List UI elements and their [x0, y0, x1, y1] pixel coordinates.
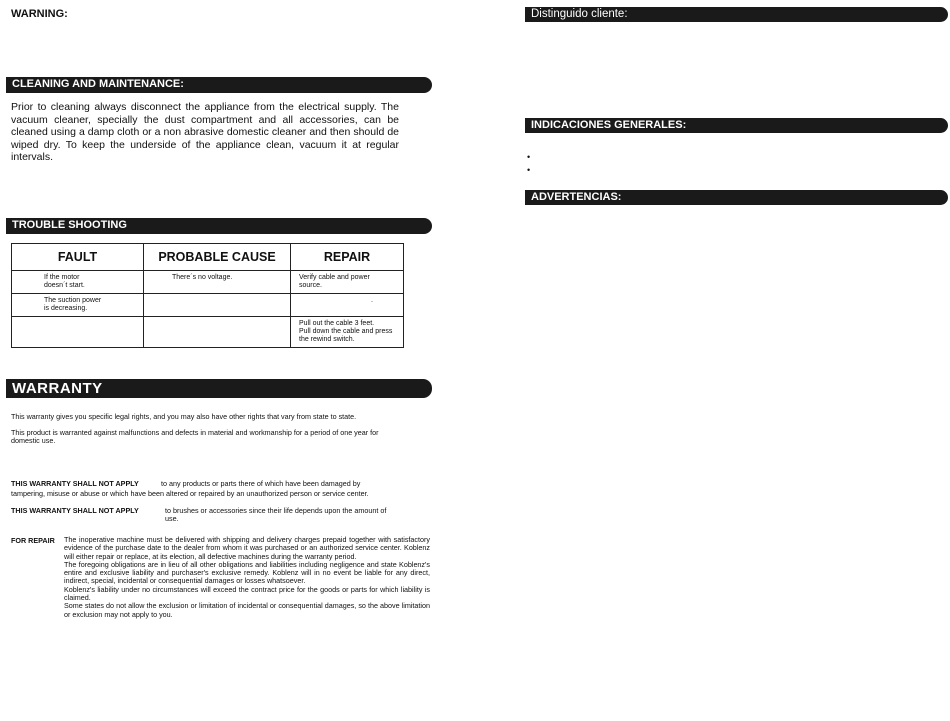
- fault-cell: The suction power is decreasing.: [12, 294, 144, 317]
- troubleshooting-section-header: [6, 218, 432, 234]
- column-header-repair: REPAIR: [291, 244, 404, 271]
- indicaciones-header: [525, 118, 948, 133]
- repair-cell: Verify cable and power source.: [291, 271, 404, 294]
- table-row: [12, 317, 404, 348]
- advertencias-header: [525, 190, 948, 205]
- column-header-fault: FAULT: [12, 244, 144, 271]
- repair-cell: .: [291, 294, 404, 317]
- troubleshooting-table: [11, 243, 404, 348]
- cause-cell: [144, 294, 291, 317]
- cleaning-heading: CLEANING AND MAINTENANCE:: [12, 78, 184, 90]
- for-repair-text: The inoperative machine must be delivered with shipping and delivery charges prepaid together with satisfactory evidence of the purchase date to the dealer from whom it was purchased or an authorized service center. Koblenz will either repair or replace, at its election, all defective machines during the warranty period. The foregoing obligations are in lieu of all other obligations and liabilities including negligence and state Koblenz's entire and exclusive liability and purchaser's exclusive remedy. Koblenz will in no event be liable for any direct, indirect, special, incidental or consequential damages or losses whatsoever. Koblenz's liability under no circumstances will exceed the contract price for the goods or parts for which liability is claimed. Some states do not allow the exclusion or limitation of incidental or consequential damages, so the above limitation or exclusion may not apply to you.: [64, 535, 430, 619]
- bullet-icon: •: [527, 152, 531, 162]
- for-repair-label: FOR REPAIR: [11, 536, 55, 545]
- warranty-heading: WARRANTY: [12, 380, 103, 397]
- not-apply-label-1: THIS WARRANTY SHALL NOT APPLY: [11, 479, 139, 488]
- warranty-section-header: [6, 379, 432, 398]
- advertencias-heading: ADVERTENCIAS:: [531, 191, 622, 203]
- distinguido-header: [525, 7, 948, 22]
- fault-cell: If the motor doesn´t start.: [12, 271, 144, 294]
- not-apply-label-2: THIS WARRANTY SHALL NOT APPLY: [11, 506, 139, 515]
- not-apply-text-1b: tampering, misuse or abuse or which have been altered or repaired by an unauthorized person or service center.: [11, 489, 369, 498]
- warning-heading: WARNING:: [11, 8, 68, 20]
- column-header-probable-cause: PROBABLE CAUSE: [144, 244, 291, 271]
- cleaning-paragraph: Prior to cleaning always disconnect the appliance from the electrical supply. The vacuum cleaner, specially the dust compartment and all accessories, can be cleaned using a damp cloth or a non abrasive domestic cleaner and then should de wiped dry. To keep the underside of the appliance clean, vacuum it at regular intervals.: [11, 101, 399, 163]
- warranty-paragraph-1: This warranty gives you specific legal rights, and you may also have other rights that vary from state to state.: [11, 412, 357, 421]
- table-header-row: [12, 244, 404, 271]
- indicaciones-heading: INDICACIONES GENERALES:: [531, 119, 687, 131]
- repair-cell: Pull out the cable 3 feet. Pull down the cable and press the rewind switch.: [291, 317, 404, 348]
- warranty-paragraph-2: This product is warranted against malfunctions and defects in material and workmanship for a period of one year for domestic use.: [11, 428, 379, 446]
- table-row: [12, 271, 404, 294]
- table-row: [12, 294, 404, 317]
- cleaning-section-header: [6, 77, 432, 93]
- distinguido-heading: Distinguido cliente:: [531, 8, 628, 20]
- not-apply-text-1a: to any products or parts there of which have been damaged by: [161, 479, 361, 488]
- cause-cell: There´s no voltage.: [144, 271, 291, 294]
- not-apply-text-2: to brushes or accessories since their life depends upon the amount of use.: [165, 506, 387, 524]
- fault-cell: [12, 317, 144, 348]
- troubleshooting-heading: TROUBLE SHOOTING: [12, 219, 127, 231]
- bullet-icon: •: [527, 165, 531, 175]
- cause-cell: [144, 317, 291, 348]
